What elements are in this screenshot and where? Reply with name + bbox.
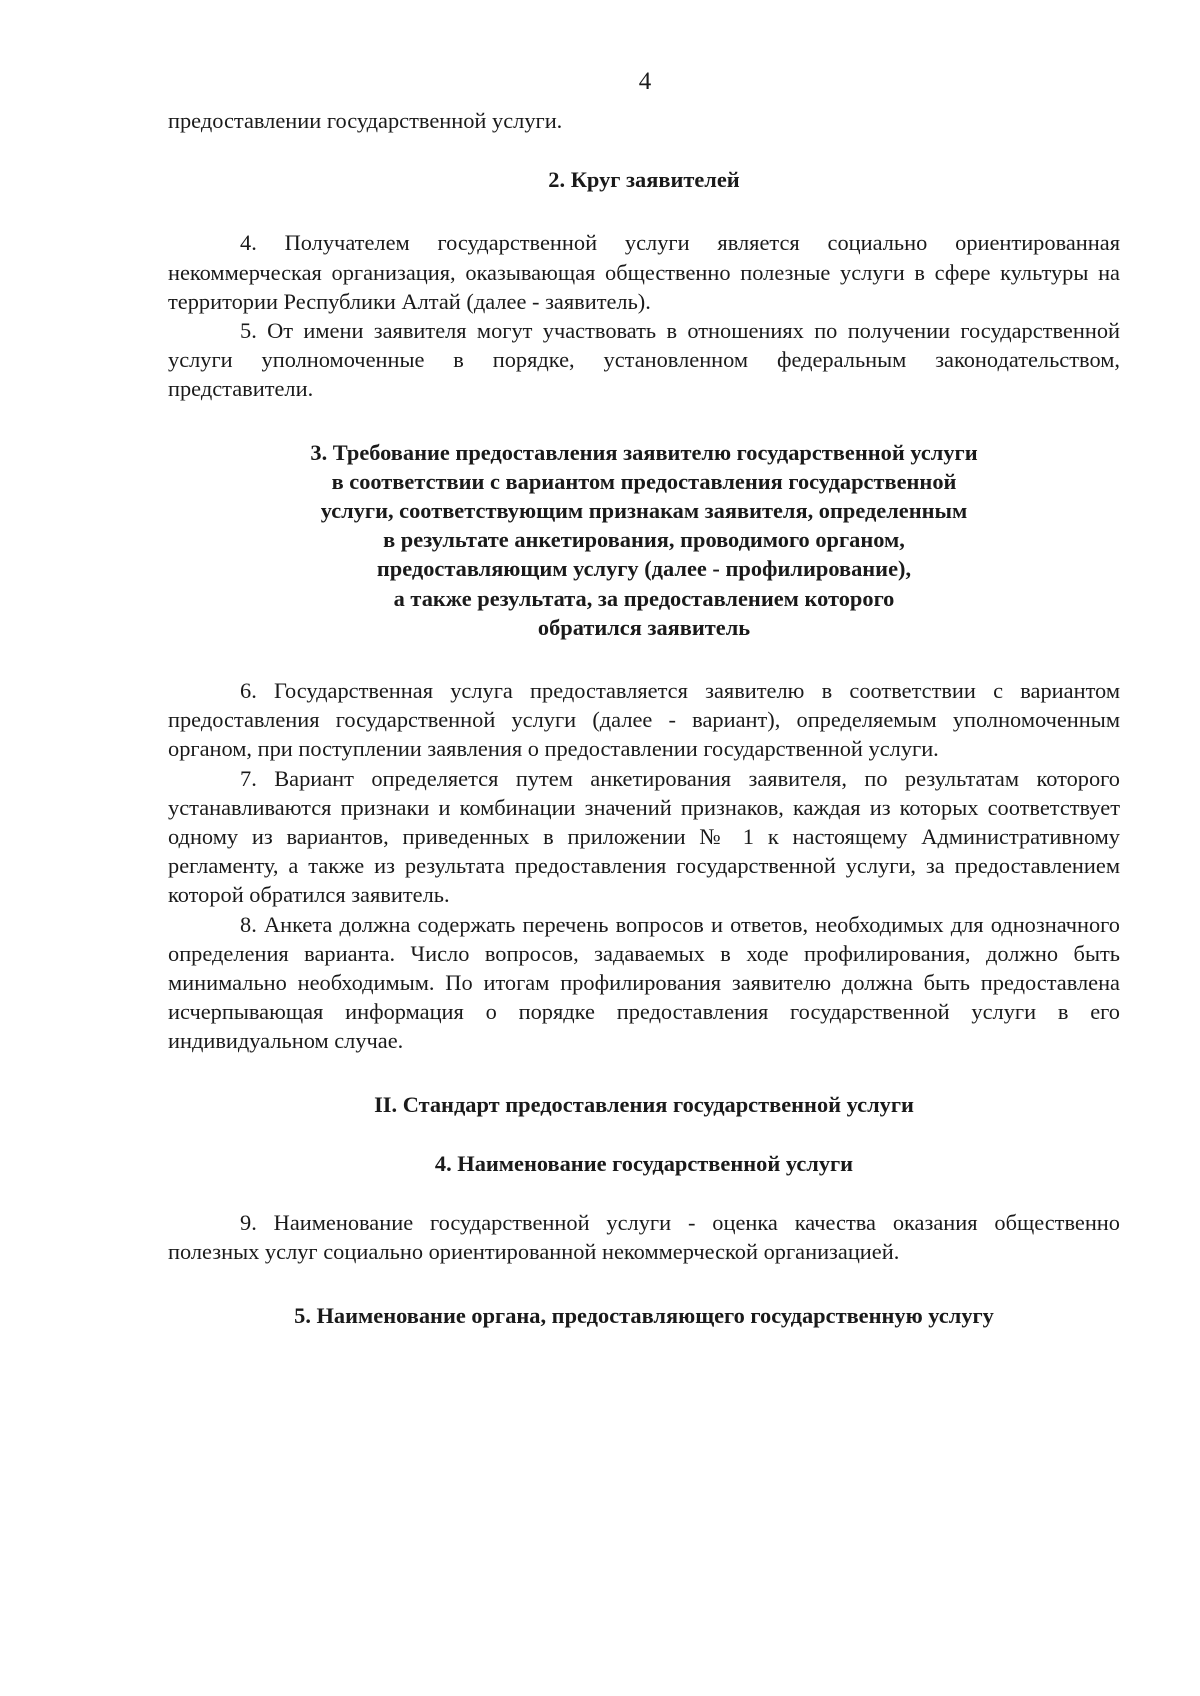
paragraph-7: 7. Вариант определяется путем анкетирования заявителя, по результатам которого устанавливаются признаки и комбинации значений признаков, каждая из которых соответствует одному из вариантов, приведенных в приложении № 1 к настоящему Административному регламенту, а также из результата предоставления государственной услуги, за предоставлением которой обратился заявитель.	[168, 765, 1120, 908]
document-body	[168, 106, 1120, 1330]
heading-section-2: II. Стандарт предоставления государственной услуги	[374, 1091, 914, 1117]
paragraph-4: 4. Получателем государственной услуги является социально ориентированная некоммерческая организация, оказывающая общественно полезные услуги в сфере культуры на территории Республики Алтай (далее - заявитель).	[168, 230, 1120, 314]
heading-requirement: 3. Требование предоставления заявителю государственной услуги в соответствии с вариантом предоставления государственной услуги, соответствующим признакам заявителя, определенным в результате анкетирования, проводимого органом, предоставляющим услугу (далее - профилирование), а также результата, за предоставлением которого обратился заявитель	[310, 439, 978, 640]
heading-applicants: 2. Круг заявителей	[548, 167, 740, 193]
paragraph-5: 5. От имени заявителя могут участвовать в отношениях по получении государственной услуги уполномоченные в порядке, установленном федеральным законодательством, представители.	[168, 318, 1120, 402]
heading-authority-name: 5. Наименование органа, предоставляющего государственную услугу	[294, 1302, 994, 1328]
page-number: 4	[638, 68, 652, 95]
paragraph-continuation: предоставлении государственной услуги.	[168, 108, 563, 133]
heading-service-name: 4. Наименование государственной услуги	[434, 1150, 854, 1176]
paragraph-8: 8. Анкета должна содержать перечень вопросов и ответов, необходимых для однозначного определения варианта. Число вопросов, задаваемых в ходе профилирования, должно быть минимально необходимым. По итогам профилирования заявителю должна быть предоставлена исчерпывающая информация о порядке предоставления государственной услуги в его индивидуальном случае.	[168, 911, 1120, 1054]
paragraph-9: 9. Наименование государственной услуги - оценка качества оказания общественно полезных услуг социально ориентированной некоммерческой организацией.	[168, 1210, 1120, 1265]
paragraph-6: 6. Государственная услуга предоставляется заявителю в соответствии с вариантом предоставления государственной услуги (далее - вариант), определяемым уполномоченным органом, при поступлении заявления о предоставлении государственной услуги.	[168, 678, 1120, 762]
